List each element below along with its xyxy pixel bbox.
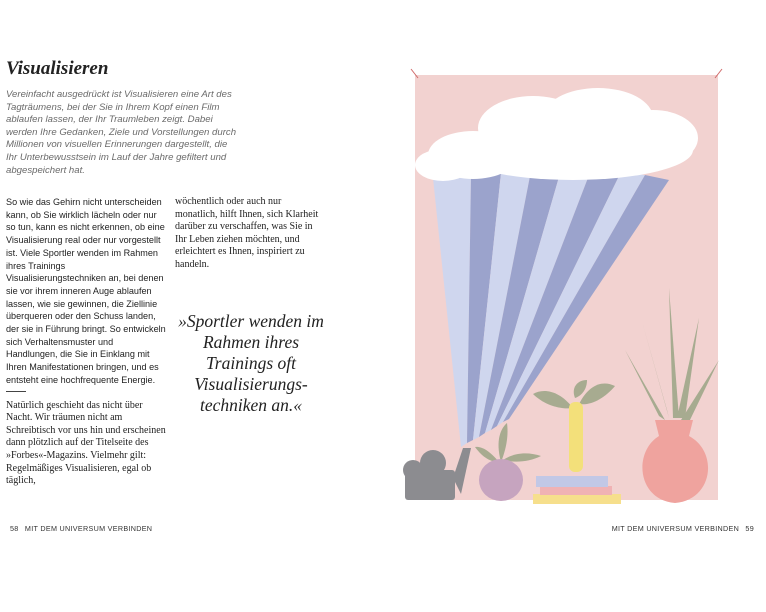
- book-stack: [533, 476, 621, 504]
- right-page: [383, 0, 766, 612]
- folio-right: [612, 524, 758, 533]
- page-title: Visualisieren: [6, 58, 109, 79]
- body-paragraph-2: Natürlich geschieht das nicht über Nacht. Wir träumen nicht am Schreibtisch vor uns hin und erscheinen dann plötzlich auf der Titelseite des »Forbes«-Magazins. Vielmehr gilt: Regelmäßiges Visualisieren, egal ob täglich,: [6, 399, 166, 487]
- body-column-2: wöchentlich oder auch nur monatlich, hilft Ihnen, sich Klarheit darüber zu verschaffen, was Sie in Ihr Leben ziehen möchten, und erleichtert es Ihnen, inspiriert zu handeln.: [175, 196, 319, 270]
- illustration: [383, 0, 766, 612]
- folio-left: [6, 524, 152, 533]
- page-number-left: 58: [10, 524, 19, 533]
- film-projector: [403, 448, 471, 500]
- page-number-right: 59: [745, 524, 754, 533]
- pull-quote: »Sportler wenden im Rahmen ihres Trainings oft Visualisierungs-techniken an.«: [178, 311, 324, 415]
- body-column-1: [6, 196, 166, 488]
- running-footer-left: MIT DEM UNIVERSUM VERBINDEN: [24, 524, 153, 533]
- running-footer-right: MIT DEM UNIVERSUM VERBINDEN: [611, 524, 740, 533]
- paragraph-divider: [6, 391, 26, 392]
- body-paragraph-1: So wie das Gehirn nicht unterscheiden kann, ob Sie wirklich lächeln oder nur so tun, kann es nicht erkennen, ob eine Visualisierung real oder nur vorgestellt ist. Viele Sportler wenden im Rahmen ihres Trainings Visualisierungstechniken an, bei denen sie vor ihrem inneren Auge ablaufen lassen, wie sie gewinnen, die Ziellinie überqueren oder den Schuss landen, der sie in Führung bringt. So entwickeln sich Verhaltensmuster und Handlungen, die Sie in Einklang mit Ihren Manifestationen bringen, und es entsteht eine hochfrequente Energie.: [6, 197, 166, 385]
- intro-paragraph: Vereinfacht ausgedrückt ist Visualisieren eine Art des Tagträumens, bei der Sie in Ihrem Kopf einen Film ablaufen lassen, der Ihr Traumleben zeigt. Dabei werden Ihre Gedanken, Ziele und Vorstellungen durch Millionen von visuellen Erinnerungen dargestellt, die Ihr Unterbewusstsein im Lauf der Jahre gefiltert und abgespeichert hat.: [6, 89, 237, 176]
